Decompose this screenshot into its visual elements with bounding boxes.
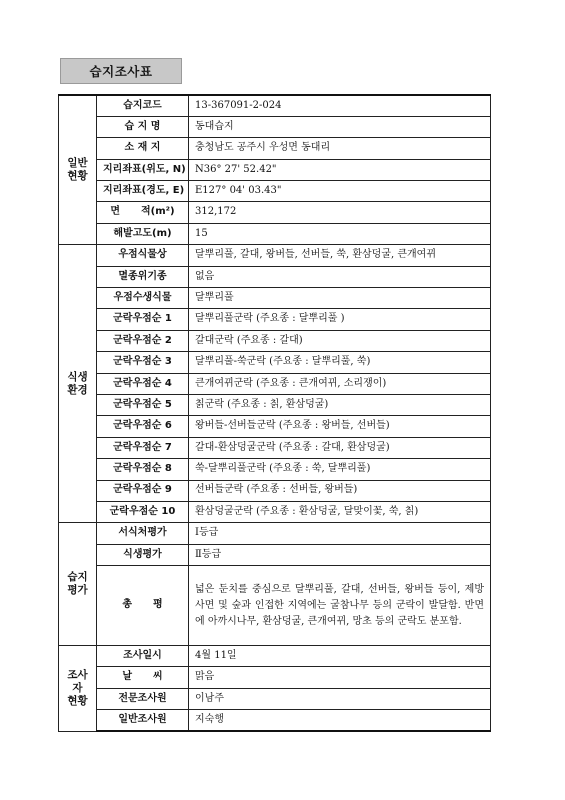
field-label: 조사일시 [97, 646, 189, 667]
table-row [59, 159, 491, 180]
field-label: 군락우점순 7 [97, 437, 189, 458]
field-value: E127° 04' 03.43" [189, 181, 491, 202]
table-row [59, 688, 491, 709]
field-value: 맑음 [189, 667, 491, 688]
field-value: 칡군락 (주요종 : 칡, 환삼덩굴) [189, 394, 491, 415]
field-value: 충청남도 공주시 우성면 동대리 [189, 138, 491, 159]
section-label-evaluation [59, 523, 97, 646]
table-row [59, 330, 491, 351]
field-label: 서식처평가 [97, 523, 189, 544]
field-value: 4월 11일 [189, 646, 491, 667]
table-row [59, 710, 491, 731]
field-value: 쑥-달뿌리풀군락 (주요종 : 쑥, 달뿌리풀) [189, 459, 491, 480]
field-value: 갈대-환삼덩굴군락 (주요종 : 갈대, 환삼덩굴) [189, 437, 491, 458]
field-label: 군락우점순 5 [97, 394, 189, 415]
table-row [59, 480, 491, 501]
table-body [59, 95, 491, 731]
field-label: 일반조사원 [97, 710, 189, 731]
field-label: 군락우점순 3 [97, 352, 189, 373]
field-value: 15 [189, 223, 491, 244]
field-value: 큰개여뀌군락 (주요종 : 큰개여뀌, 소리쟁이) [189, 373, 491, 394]
field-label: 지리좌표(위도, N) [97, 159, 189, 180]
field-value: 넓은 둔치를 중심으로 달뿌리풀, 갈대, 선버들, 왕버들 등이, 제방사면 및 숲과 인접한 지역에는 굴참나무 등의 군락이 발달함. 반면에 아까시나무, 환삼덩굴, 큰개여뀌, 망초 등의 군락도 분포함. [189, 566, 491, 646]
field-value: 달뿌리풀군락 (주요종 : 달뿌리풀 ) [189, 309, 491, 330]
field-label: 군락우점순 8 [97, 459, 189, 480]
field-value: 없음 [189, 266, 491, 287]
field-value: 동대습지 [189, 116, 491, 137]
table-row [59, 373, 491, 394]
field-value: 312,172 [189, 202, 491, 223]
field-label: 군락우점순 4 [97, 373, 189, 394]
table-row [59, 202, 491, 223]
section-label-surveyors [59, 646, 97, 732]
section-label-text: 조사자 현황 [67, 668, 88, 707]
section-label-text: 일반 현황 [67, 156, 88, 183]
field-value: 지숙행 [189, 710, 491, 731]
table-row [59, 309, 491, 330]
table-row [59, 288, 491, 309]
section-label-text: 습지 평가 [67, 571, 88, 597]
section-label-text: 식생 환경 [67, 370, 88, 396]
field-value: 선버들군락 (주요종 : 선버들, 왕버들) [189, 480, 491, 501]
table-row [59, 116, 491, 137]
table-row [59, 394, 491, 415]
field-label: 전문조사원 [97, 688, 189, 709]
table-row [59, 523, 491, 544]
table-row [59, 138, 491, 159]
field-label: 군락우점순 9 [97, 480, 189, 501]
table-row [59, 266, 491, 287]
field-value: 왕버들-선버들군락 (주요종 : 왕버들, 선버들) [189, 416, 491, 437]
field-label: 군락우점순 1 [97, 309, 189, 330]
field-value: 이남주 [189, 688, 491, 709]
table-row [59, 352, 491, 373]
form-title: 습지조사표 [60, 58, 182, 84]
table-row [59, 501, 491, 522]
field-value: 환삼덩굴군락 (주요종 : 환삼덩굴, 달맞이꽃, 쑥, 칡) [189, 501, 491, 522]
field-label: 습지코드 [97, 95, 189, 116]
field-value: 달뿌리풀, 갈대, 왕버들, 선버들, 쑥, 환삼덩굴, 큰개여뀌 [189, 245, 491, 266]
field-label: 지리좌표(경도, E) [97, 181, 189, 202]
field-label: 면 적(m²) [97, 202, 189, 223]
field-label: 군락우점순 2 [97, 330, 189, 351]
field-label: 군락우점순 6 [97, 416, 189, 437]
field-value: Ⅰ등급 [189, 523, 491, 544]
table-row [59, 416, 491, 437]
field-label: 우점수생식물 [97, 288, 189, 309]
field-label: 소 재 지 [97, 138, 189, 159]
field-label: 우점식물상 [97, 245, 189, 266]
table-row [59, 223, 491, 244]
field-value: 달뿌리풀 [189, 288, 491, 309]
field-label: 멸종위기종 [97, 266, 189, 287]
table-row [59, 181, 491, 202]
table-row [59, 459, 491, 480]
field-value: Ⅱ등급 [189, 544, 491, 565]
section-label-general [59, 95, 97, 245]
section-label-vegetation [59, 245, 97, 523]
field-label: 식생평가 [97, 544, 189, 565]
table-row [59, 245, 491, 266]
field-label: 해발고도(m) [97, 223, 189, 244]
field-value: 갈대군락 (주요종 : 갈대) [189, 330, 491, 351]
field-label: 총 평 [97, 566, 189, 646]
field-label: 습 지 명 [97, 116, 189, 137]
field-value: 달뿌리풀-쑥군락 (주요종 : 달뿌리풀, 쑥) [189, 352, 491, 373]
table-row [59, 437, 491, 458]
field-label: 날 씨 [97, 667, 189, 688]
field-label: 군락우점순 10 [97, 501, 189, 522]
table-row [59, 646, 491, 667]
table-row [59, 95, 491, 116]
wetland-survey-table [58, 94, 491, 732]
field-value: 13-367091-2-024 [189, 95, 491, 116]
table-row [59, 544, 491, 565]
table-row [59, 667, 491, 688]
field-value: N36° 27' 52.42" [189, 159, 491, 180]
table-row [59, 566, 491, 646]
